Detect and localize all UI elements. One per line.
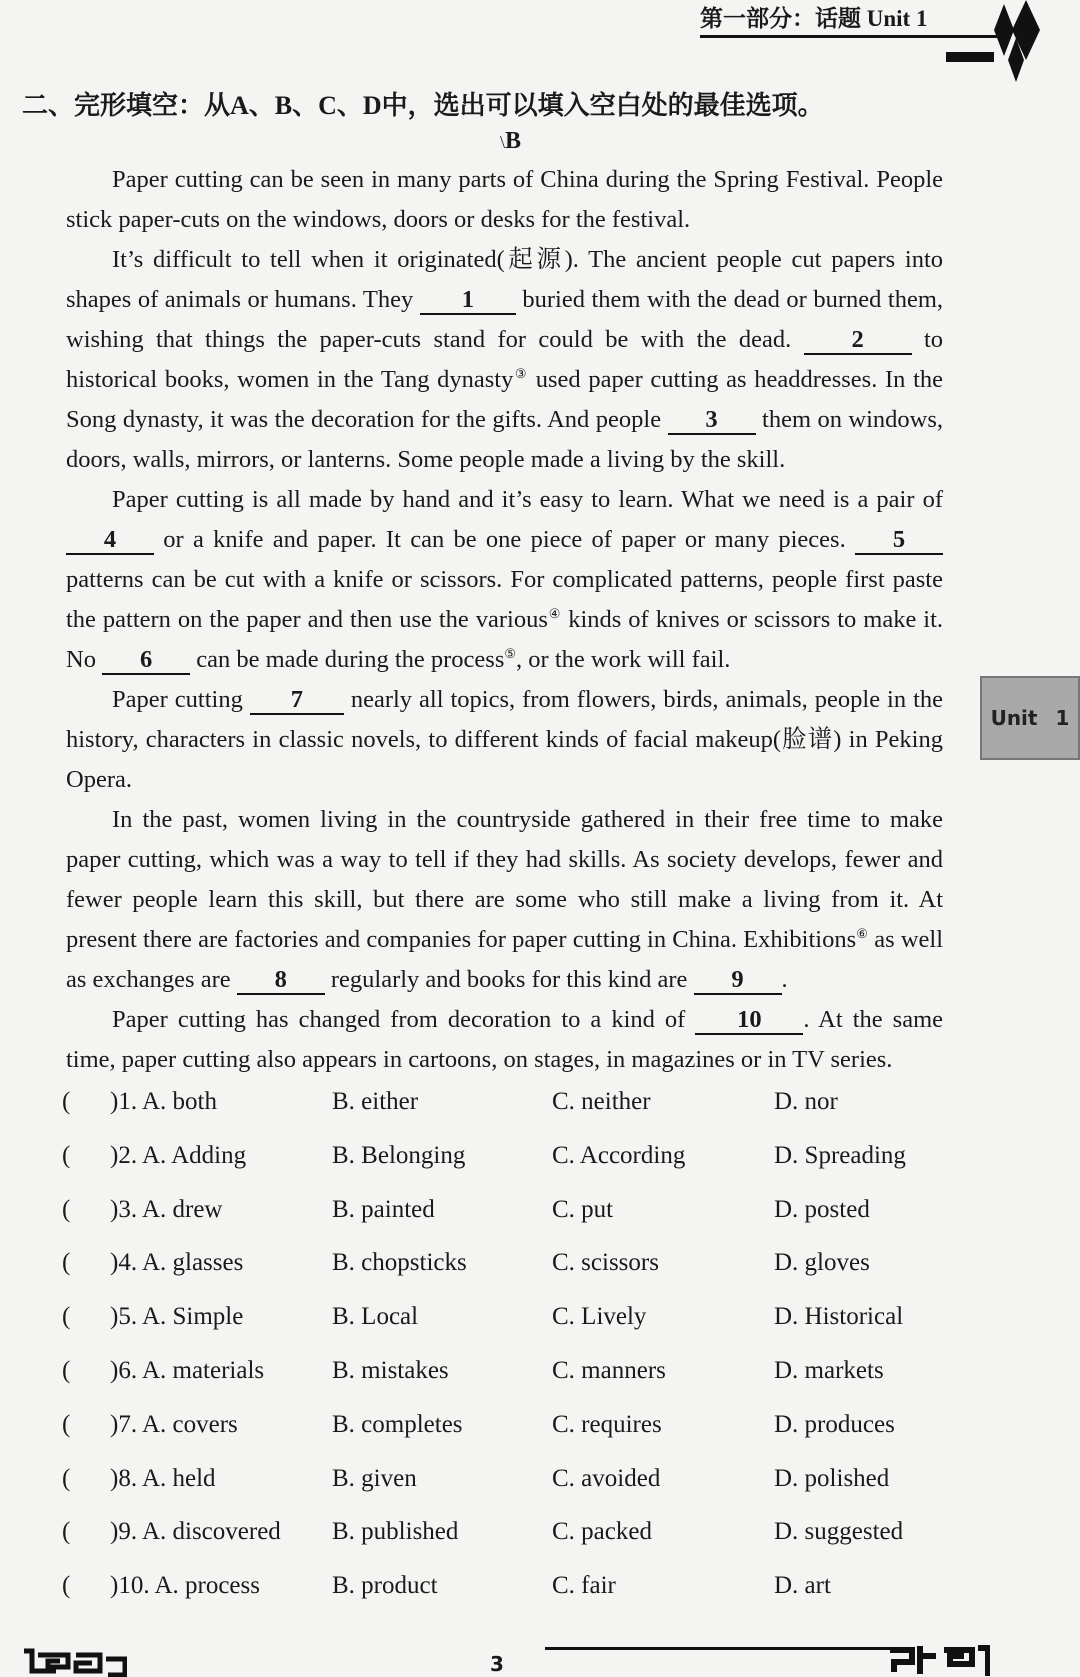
footnote-mark: ⑥ xyxy=(856,925,868,941)
question-row-8 xyxy=(62,1465,962,1519)
option-a: )1. A. both xyxy=(110,1088,217,1115)
answer-paren[interactable]: ( xyxy=(62,1572,71,1600)
diamond-ornament-icon xyxy=(990,0,1045,82)
question-row-7 xyxy=(62,1411,962,1465)
question-row-3 xyxy=(62,1196,962,1250)
unit-side-tab xyxy=(980,676,1080,760)
unit-tab-label: Unit xyxy=(990,706,1038,730)
answer-paren[interactable]: ( xyxy=(62,1303,71,1331)
option-d: D. posted xyxy=(774,1195,870,1223)
option-c: C. avoided xyxy=(552,1464,661,1492)
question-row-6 xyxy=(62,1357,962,1411)
option-c: C. neither xyxy=(552,1088,651,1115)
blank-1[interactable]: 1 xyxy=(420,287,516,315)
option-a: )7. A. covers xyxy=(110,1410,238,1438)
page-header-title: 第一部分：话题 Unit 1 xyxy=(700,6,928,31)
question-row-10 xyxy=(62,1572,962,1626)
answer-paren[interactable]: ( xyxy=(62,1464,71,1492)
question-row-2 xyxy=(62,1142,962,1196)
option-c: C. put xyxy=(552,1195,614,1223)
paragraph-6: Paper cutting has changed from decoration to a kind of 10 . At the same time, paper cutting also appears in cartoons, on stages, in magazines or in TV series. xyxy=(66,1006,944,1073)
option-c: C. manners xyxy=(552,1356,666,1384)
answer-paren[interactable]: ( xyxy=(62,1356,71,1384)
option-d: D. polished xyxy=(774,1464,890,1492)
answer-paren[interactable]: ( xyxy=(62,1249,71,1277)
option-a: )6. A. materials xyxy=(110,1356,265,1384)
option-b: B. published xyxy=(332,1518,459,1546)
blank-8[interactable]: 8 xyxy=(237,967,325,995)
answer-paren[interactable]: ( xyxy=(62,1518,71,1546)
header-rule-thick xyxy=(946,52,994,62)
blank-3[interactable]: 3 xyxy=(668,407,756,435)
option-b: B. mistakes xyxy=(332,1356,449,1384)
answer-options xyxy=(62,1088,962,1626)
option-a: )2. A. Adding xyxy=(110,1141,247,1169)
option-c: C. fair xyxy=(552,1572,616,1600)
option-b: B. given xyxy=(332,1464,417,1492)
fret-ornament-icon xyxy=(886,1642,990,1677)
option-d: D. Spreading xyxy=(774,1141,906,1169)
option-b: B. product xyxy=(332,1572,438,1600)
blank-6[interactable]: 6 xyxy=(102,647,190,675)
option-c: C. scissors xyxy=(552,1249,659,1277)
blank-5[interactable]: 5 xyxy=(855,527,943,555)
question-row-9 xyxy=(62,1518,962,1572)
answer-paren[interactable]: ( xyxy=(62,1195,71,1223)
option-b: B. either xyxy=(332,1088,419,1115)
option-b: B. completes xyxy=(332,1410,463,1438)
blank-2[interactable]: 2 xyxy=(804,327,912,355)
option-a: )9. A. discovered xyxy=(110,1518,281,1546)
option-b: B. painted xyxy=(332,1195,435,1223)
option-d: D. nor xyxy=(774,1088,838,1115)
header-rule xyxy=(700,35,1000,38)
blank-9[interactable]: 9 xyxy=(694,967,782,995)
question-row-1 xyxy=(62,1088,962,1142)
paragraph-5: In the past, women living in the countryside gathered in their free time to make paper cutting, which was a way to tell if they had skills. As society develops, fewer and fewer people learn this skill, but there are some who still make a living from it. At present there are factories and companies for paper cutting in China. Exhibitions⑥ as well as exchanges are 8 regularly and books for this kind are 9 . xyxy=(66,806,944,993)
answer-paren[interactable]: ( xyxy=(62,1410,71,1438)
option-c: C. According xyxy=(552,1141,686,1169)
option-d: D. gloves xyxy=(774,1249,870,1277)
option-d: D. Historical xyxy=(774,1303,904,1331)
option-b: B. Local xyxy=(332,1303,419,1331)
option-a: )10. A. process xyxy=(110,1572,260,1600)
question-row-5 xyxy=(62,1303,962,1357)
footer-rule xyxy=(545,1647,905,1650)
paragraph-2: It’s difficult to tell when it originated(起源). The ancient people cut papers into shapes of animals or humans. They 1 buried them with the dead or burned them, wishing that things the paper-cuts stand for could be with the dead. 2 to historical books, women in the Tang dynasty③ used paper cutting as headdresses. In the Song dynasty, it was the decoration for the gifts. And people 3 them on windows, doors, walls, mirrors, or lanterns. Some people made a living by the skill. xyxy=(66,246,944,473)
unit-tab-number: 1 xyxy=(1055,706,1070,730)
question-row-4 xyxy=(62,1249,962,1303)
option-c: C. Lively xyxy=(552,1303,647,1331)
option-a: )5. A. Simple xyxy=(110,1303,244,1331)
option-c: C. packed xyxy=(552,1518,652,1546)
option-c: C. requires xyxy=(552,1410,662,1438)
footnote-mark: ③ xyxy=(513,365,529,381)
footnote-mark: ④ xyxy=(547,605,562,621)
paragraph-4: Paper cutting 7 nearly all topics, from flowers, birds, animals, people in the history, characters in classic novels, to different kinds of facial makeup(脸谱) in Peking Opera. xyxy=(66,686,944,793)
option-a: )4. A. glasses xyxy=(110,1249,244,1277)
page-number: 3 xyxy=(490,1652,504,1676)
footnote-mark: ⑤ xyxy=(504,645,517,661)
cloze-passage xyxy=(66,160,943,1080)
option-d: D. produces xyxy=(774,1410,895,1438)
option-d: D. art xyxy=(774,1572,831,1600)
option-a: )8. A. held xyxy=(110,1464,216,1492)
section-title: 二、完形填空：从A、B、C、D中，选出可以填入空白处的最佳选项。 xyxy=(22,91,824,120)
passage-label: \B xyxy=(500,128,522,154)
paragraph-1: Paper cutting can be seen in many parts of China during the Spring Festival. People stick paper-cuts on the windows, doors or desks for the festival. xyxy=(66,166,943,233)
option-a: )3. A. drew xyxy=(110,1195,223,1223)
answer-paren[interactable]: ( xyxy=(62,1141,71,1169)
answer-paren[interactable]: ( xyxy=(62,1088,71,1115)
blank-10[interactable]: 10 xyxy=(695,1007,803,1035)
option-d: D. suggested xyxy=(774,1518,904,1546)
option-b: B. Belonging xyxy=(332,1141,466,1169)
option-d: D. markets xyxy=(774,1356,884,1384)
blank-7[interactable]: 7 xyxy=(250,687,344,715)
blank-4[interactable]: 4 xyxy=(66,527,154,555)
paragraph-3: Paper cutting is all made by hand and it’s easy to learn. What we need is a pair of 4 or a knife and paper. It can be one piece of paper or many pieces. 5 patterns can be cut with a knife or scissors. For complicated patterns, people first paste the pattern on the paper and then use the various④ kinds of knives or scissors to make it. No 6 can be made during the process⑤, or the work will fail. xyxy=(66,486,944,673)
option-b: B. chopsticks xyxy=(332,1249,467,1277)
fret-ornament-icon xyxy=(22,1645,127,1677)
